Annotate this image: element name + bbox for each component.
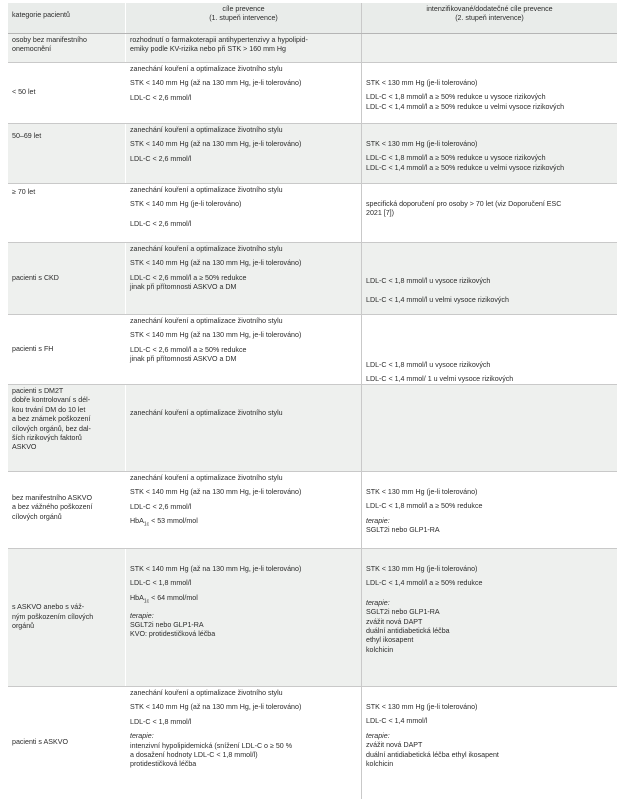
table-row: [8, 687, 617, 799]
table-row: [8, 124, 617, 184]
hba1c-goal: HbA$_{1c}$ < 53 mmol/mol: [130, 517, 198, 528]
row-goals: zanechání kouření a optimalizace životního stylu STK < 140 mm Hg (až na 130 mm Hg, je-li tolerováno) LDL-C < 2,6 mmol/l a ≥ 50% redukce jinak při přítomnosti ASKVO a DM: [126, 243, 362, 314]
row-category: ≥ 70 let: [8, 184, 126, 242]
row-goals: zanechání kouření a optimalizace životního stylu STK < 140 mm Hg (až na 130 mm Hg, je-li tolerováno) LDL-C < 2,6 mmol/l: [126, 63, 362, 123]
table-row: [8, 34, 617, 63]
table-row: [8, 243, 617, 315]
row-category: osoby bez manifestního onemocnění: [8, 34, 126, 62]
row-intense: STK < 130 mm Hg (je-li tolerováno) LDL-C < 1,4 mmol/l a ≥ 50% redukce terapie: SGLT2i nebo GLP1-RA zvážit nová DAPT duální antidiabetická léčba ethyl ikosapent kolchicin: [366, 565, 483, 654]
table-row: [8, 184, 617, 243]
row-goals: zanechání kouření a optimalizace životního stylu STK < 140 mm Hg (až na 130 mm Hg, je-li tolerováno) LDL-C < 2,6 mmol/l HbA$_{1c}$ < 53 mmol/mol: [126, 472, 362, 548]
row-category: pacienti s ASKVO: [8, 687, 126, 799]
row-category: pacienti s CKD: [8, 243, 126, 314]
header-goals: [126, 3, 362, 33]
row-goals: rozhodnutí o farmakoterapii antihypertenzivy a hypolipid- emiky podle KV-rizika nebo při STK > 160 mm Hg: [126, 34, 362, 62]
table-header: [8, 3, 617, 34]
guideline-table: [8, 3, 617, 799]
row-intense: STK < 130 mm Hg (je-li tolerováno) LDL-C < 1,8 mmol/l a ≥ 50% redukce u vysoce rizikových LDL-C < 1,4 mmol/l a ≥ 50% redukce u velmi vysoce rizikových: [366, 79, 565, 111]
row-category: pacienti s DM2T dobře kontrolovaní s dél- kou trvání DM do 10 let a bez známek poškození cílových orgánů, bez dal- ších rizikových faktorů ASKVO: [8, 385, 126, 471]
header-goals-title: cíle prevence: [222, 5, 265, 13]
row-intense: specifická doporučení pro osoby > 70 let (viz Doporučení ESC 2021 [7]): [366, 200, 562, 218]
table-row: [8, 549, 617, 687]
header-intense-sub: (2. stupeň intervence): [455, 14, 524, 23]
row-category: 50–69 let: [8, 124, 126, 183]
row-intense: STK < 130 mm Hg (je-li tolerováno) LDL-C < 1,8 mmol/l a ≥ 50% redukce terapie: SGLT2i nebo GLP1-RA: [366, 488, 483, 535]
table-row: [8, 315, 617, 385]
row-intense: [362, 34, 617, 62]
row-goals: STK < 140 mm Hg (až na 130 mm Hg, je-li tolerováno) LDL-C < 1,8 mmol/l HbA$_{1c}$ < 64 mmol/mol terapie: SGLT2i nebo GLP1-RA KVO: protidestičková léčba: [126, 549, 362, 686]
table-row: [8, 385, 617, 472]
row-category: pacienti s FH: [8, 315, 126, 384]
row-goals: zanechání kouření a optimalizace životního stylu STK < 140 mm Hg (až na 130 mm Hg, je-li tolerováno) LDL-C < 2,6 mmol/l a ≥ 50% redukce jinak při přítomnosti ASKVO a DM: [126, 315, 362, 384]
row-category: s ASKVO anebo s váž- ným poškozením cílových orgánů: [8, 549, 126, 686]
row-intense: LDL-C < 1,8 mmol/l u vysoce rizikových LDL-C < 1,4 mmol/ 1 u velmi vysoce rizikových: [366, 361, 514, 384]
hba1c-goal: HbA$_{1c}$ < 64 mmol/mol: [130, 593, 198, 605]
table-row: [8, 472, 617, 549]
header-intense-title: intenzifikované/dodatečné cíle prevence: [426, 5, 553, 13]
header-intense: [362, 3, 617, 33]
row-intense: [362, 385, 617, 471]
row-intense: STK < 130 mm Hg (je-li tolerováno) LDL-C < 1,4 mmol/l terapie: zvážit nová DAPT duální antidiabetická léčba ethyl ikosapent kolchicin: [366, 703, 499, 769]
table-row: [8, 63, 617, 124]
row-category: bez manifestního ASKVO a bez vážného poškození cílových orgánů: [8, 472, 126, 548]
row-intense: LDL-C < 1,8 mmol/l u vysoce rizikových LDL-C < 1,4 mmol/l u velmi vysoce rizikových: [366, 277, 509, 305]
header-category: kategorie pacientů: [8, 3, 126, 33]
row-category: < 50 let: [8, 63, 126, 123]
row-intense: STK < 130 mm Hg (je-li tolerováno) LDL-C < 1,8 mmol/l a ≥ 50% redukce u vysoce rizikových LDL-C < 1,4 mmol/l a ≥ 50% redukce u velmi vysoce rizikových: [366, 140, 565, 172]
header-goals-sub: (1. stupeň intervence): [209, 14, 278, 23]
row-goals: zanechání kouření a optimalizace životního stylu STK < 140 mm Hg (až na 130 mm Hg, je-li tolerováno) LDL-C < 2,6 mmol/l: [126, 124, 362, 183]
row-goals: zanechání kouření a optimalizace životního stylu: [126, 385, 362, 471]
row-goals: zanechání kouření a optimalizace životního stylu STK < 140 mm Hg (je-li tolerováno) LDL-C < 2,6 mmol/l: [126, 184, 362, 242]
row-goals: zanechání kouření a optimalizace životního stylu STK < 140 mm Hg (až na 130 mm Hg, je-li tolerováno) LDL-C < 1,8 mmol/l terapie: intenzivní hypolipidemická (snížení LDL-C o ≥ 50 % a dosažení hodnoty LDL-C < 1,8 mmol/l) protidestičková léčba: [126, 687, 362, 799]
